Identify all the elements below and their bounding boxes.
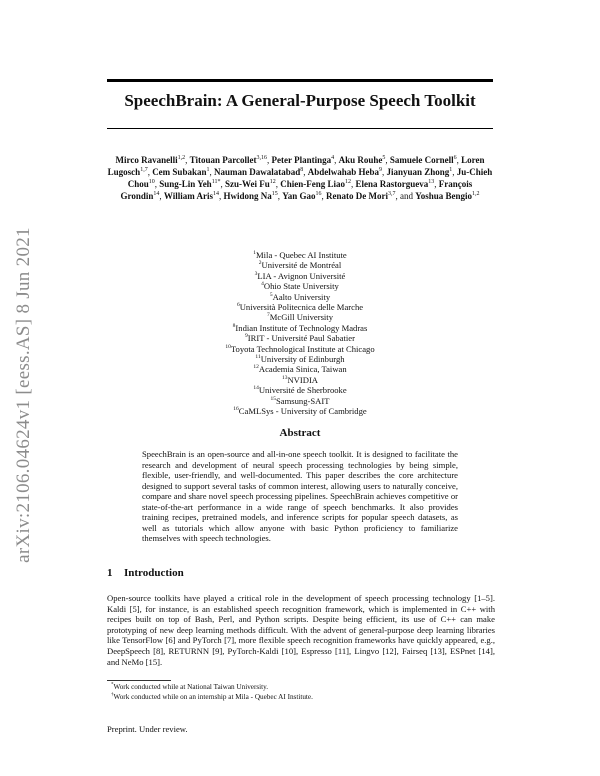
author-name: Yoshua Bengio: [415, 191, 472, 201]
arxiv-identifier: arXiv:2106.04624v1 [eess.AS] 8 Jun 2021: [13, 227, 35, 563]
title-rule-top: [107, 79, 493, 82]
author-affiliation-mark: 5: [382, 155, 386, 161]
author-separator: ,: [209, 167, 214, 177]
affiliation-item: [150, 354, 450, 364]
affiliation-number: 14: [253, 385, 259, 392]
footnote-text: Work conducted while at National Taiwan University.: [113, 683, 269, 691]
affiliation-name: Università Politecnica delle Marche: [239, 302, 364, 313]
affiliation-name: LIA - Avignon Université: [257, 270, 346, 281]
affiliation-name: University of Edinburgh: [260, 354, 345, 365]
author-name: Aku Rouhe: [338, 155, 383, 165]
footnote-text: Work conducted while on an internship at Mila - Quebec AI Institute.: [113, 692, 313, 701]
author-separator: ,: [275, 179, 281, 189]
author-name: Samuele Cornell: [389, 155, 454, 165]
author-name: Hwidong Na: [223, 191, 272, 201]
author-affiliation-mark: 3,16: [256, 155, 268, 161]
author-separator: ,: [185, 155, 190, 165]
author-affiliation-mark: 1,2: [177, 155, 186, 161]
author-affiliation-mark: 16: [315, 191, 322, 197]
author-separator: ,: [351, 179, 356, 189]
author-affiliation-mark: 8: [300, 167, 304, 173]
affiliation-number: 7: [266, 312, 270, 319]
arxiv-stamp: [4, 210, 44, 580]
author-separator: ,: [456, 155, 462, 165]
author-separator: ,: [267, 155, 272, 165]
affiliation-number: 4: [261, 281, 264, 288]
affiliation-item: [150, 344, 450, 354]
affiliation-item: [150, 260, 450, 270]
author-list: [107, 154, 493, 202]
author-name: Ju-Chieh Chou: [127, 167, 493, 189]
affiliation-item: [150, 323, 450, 333]
author-affiliation-mark: 12: [345, 179, 352, 185]
affiliation-name: Ohio State University: [263, 281, 339, 292]
author-separator: ,: [147, 167, 153, 177]
affiliation-name: Aalto University: [272, 291, 331, 302]
affiliation-name: Université de Sherbrooke: [258, 385, 347, 396]
author-affiliation-mark: 10: [148, 179, 155, 185]
section-number: 1: [107, 567, 113, 579]
affiliation-number: 1: [253, 250, 257, 257]
footnote-rule: [107, 680, 171, 681]
affiliation-number: 9: [245, 333, 248, 340]
affiliation-number: 10: [225, 343, 231, 350]
author-affiliation-mark: 1,7: [140, 167, 148, 173]
affiliation-number: 12: [253, 364, 259, 371]
affiliation-item: [150, 312, 450, 322]
author-affiliation-mark: 14: [153, 191, 160, 197]
author-separator: ,: [385, 155, 390, 165]
author-affiliation-mark: 3,7: [387, 191, 396, 197]
author-name: Sung-Lin Yeh: [159, 179, 212, 189]
affiliation-number: 13: [281, 375, 288, 382]
author-affiliation-mark: 15: [271, 191, 278, 197]
footnote-item: [111, 683, 495, 693]
affiliation-number: 8: [232, 322, 236, 329]
author-name: Cem Subakan: [152, 167, 207, 177]
affiliation-item: [150, 302, 450, 312]
author-affiliation-mark: 6: [453, 155, 457, 161]
author-separator: ,: [218, 191, 224, 201]
affiliation-item: [150, 292, 450, 302]
affiliation-item: [150, 406, 450, 416]
affiliation-name: McGill University: [269, 312, 333, 323]
author-name: Loren Lugosch: [107, 155, 485, 177]
affiliation-name: Academia Sinica, Taiwan: [258, 364, 347, 375]
affiliation-name: NVIDIA: [287, 374, 319, 385]
author-name: Renato De Mori: [325, 191, 388, 201]
author-separator: ,: [452, 167, 457, 177]
author-separator: ,: [154, 179, 160, 189]
affiliation-item: [150, 250, 450, 260]
author-name: Chien-Feng Liao: [280, 179, 346, 189]
affiliation-number: 15: [270, 395, 276, 402]
preprint-notice: Preprint. Under review.: [107, 724, 188, 734]
author-affiliation-mark: 12: [269, 179, 276, 185]
affiliation-number: 5: [269, 291, 273, 298]
abstract-text: SpeechBrain is an open-source and all-in-one speech toolkit. It is designed to facilitate the research and development of neural speech processing technologies by being simple, flexible, user-friendly, and well-documented. This paper describes the core architecture designed to support several tasks of common interest, allowing users to naturally conceive, compare and share novel speech processing pipelines. SpeechBrain achieves competitive or state-of-the-art performance in a wide range of speech benchmarks. It also provides training recipes, pretrained models, and inference scripts for popular speech datasets, as well as tutorials which allow anyone with basic Python proficiency to familiarize themselves with speech technologies.: [142, 449, 458, 543]
author-name: Szu-Wei Fu: [224, 179, 270, 189]
author-separator: ,: [220, 179, 225, 189]
affiliation-name: Indian Institute of Technology Madras: [235, 322, 368, 333]
author-affiliation-mark: 13: [428, 179, 435, 185]
author-affiliation-mark: 14: [212, 191, 219, 197]
footnote-mark: †: [111, 692, 114, 698]
affiliation-number: 3: [254, 270, 258, 277]
author-affiliation-mark: 1,2: [472, 191, 480, 197]
section-heading: [107, 567, 184, 579]
affiliation-item: [150, 281, 450, 291]
author-affiliation-mark: 1: [449, 167, 453, 173]
author-name: Mirco Ravanelli: [115, 155, 178, 165]
author-separator: ,: [382, 167, 387, 177]
author-name: Jianyuan Zhong: [386, 167, 450, 177]
section-title: Introduction: [124, 567, 184, 579]
affiliation-number: 6: [236, 302, 240, 309]
affiliation-name: CaMLSys - University of Cambridge: [238, 406, 367, 417]
author-name: Elena Rastorgueva: [355, 179, 429, 189]
affiliation-list: [150, 250, 450, 417]
author-affiliation-mark: 9: [379, 167, 383, 173]
affiliation-name: Samsung-SAIT: [276, 395, 330, 406]
affiliation-name: Mila - Quebec AI Institute: [256, 250, 347, 260]
footnote-item: [111, 693, 495, 703]
author-separator: ,: [303, 167, 308, 177]
affiliation-item: [150, 364, 450, 374]
affiliation-item: [150, 271, 450, 281]
author-name: Nauman Dawalatabad: [213, 167, 301, 177]
author-affiliation-mark: 1: [206, 167, 210, 173]
affiliation-number: 11: [255, 354, 261, 361]
author-name: François Grondin: [120, 179, 473, 201]
author-separator: ,: [434, 179, 439, 189]
title-rule-bottom: [107, 128, 493, 129]
affiliation-item: [150, 375, 450, 385]
abstract-heading: Abstract: [279, 427, 321, 439]
author-separator: , and: [395, 191, 416, 201]
affiliation-item: [150, 385, 450, 395]
footnotes: [111, 683, 495, 702]
affiliation-item: [150, 396, 450, 406]
author-separator: ,: [334, 155, 339, 165]
affiliation-name: IRIT - Université Paul Sabatier: [247, 333, 355, 344]
author-name: Yan Gao: [282, 191, 316, 201]
author-affiliation-mark: 11*: [211, 179, 221, 185]
affiliation-number: 16: [233, 406, 239, 413]
affiliation-item: [150, 333, 450, 343]
affiliation-name: Université de Montréal: [261, 260, 342, 271]
author-separator: ,: [321, 191, 326, 201]
footnote-mark: *: [111, 682, 114, 688]
introduction-text: Open-source toolkits have played a critical role in the development of speech processing technology [1–5]. Kaldi [5], for instance, is an established speech recognition framework, which is implemented in C++ with recipes built on top of Bash, Perl, and Python scripts. Despite being efficient, its use of C++ can make prototyping of new deep learning methods difficult. With the advent of general-purpose deep learning libraries like TensorFlow [6] and PyTorch [7], more flexible speech recognition frameworks have quickly appeared, e.g., DeepSpeech [8], RETURNN [9], PyTorch-Kaldi [10], Espresso [11], Lingvo [12], Fairseq [13], ESPnet [14], and NeMo [15].: [107, 593, 495, 667]
author-name: Abdelwahab Heba: [307, 167, 380, 177]
author-affiliation-mark: 4: [331, 155, 335, 161]
affiliation-number: 2: [258, 260, 262, 267]
author-separator: ,: [159, 191, 164, 201]
author-name: William Aris: [163, 191, 213, 201]
author-name: Peter Plantinga: [271, 155, 332, 165]
author-separator: ,: [277, 191, 283, 201]
paper-title: SpeechBrain: A General-Purpose Speech Toolkit: [124, 91, 476, 110]
author-name: Titouan Parcollet: [189, 155, 257, 165]
affiliation-name: Toyota Technological Institute at Chicago: [230, 343, 375, 354]
